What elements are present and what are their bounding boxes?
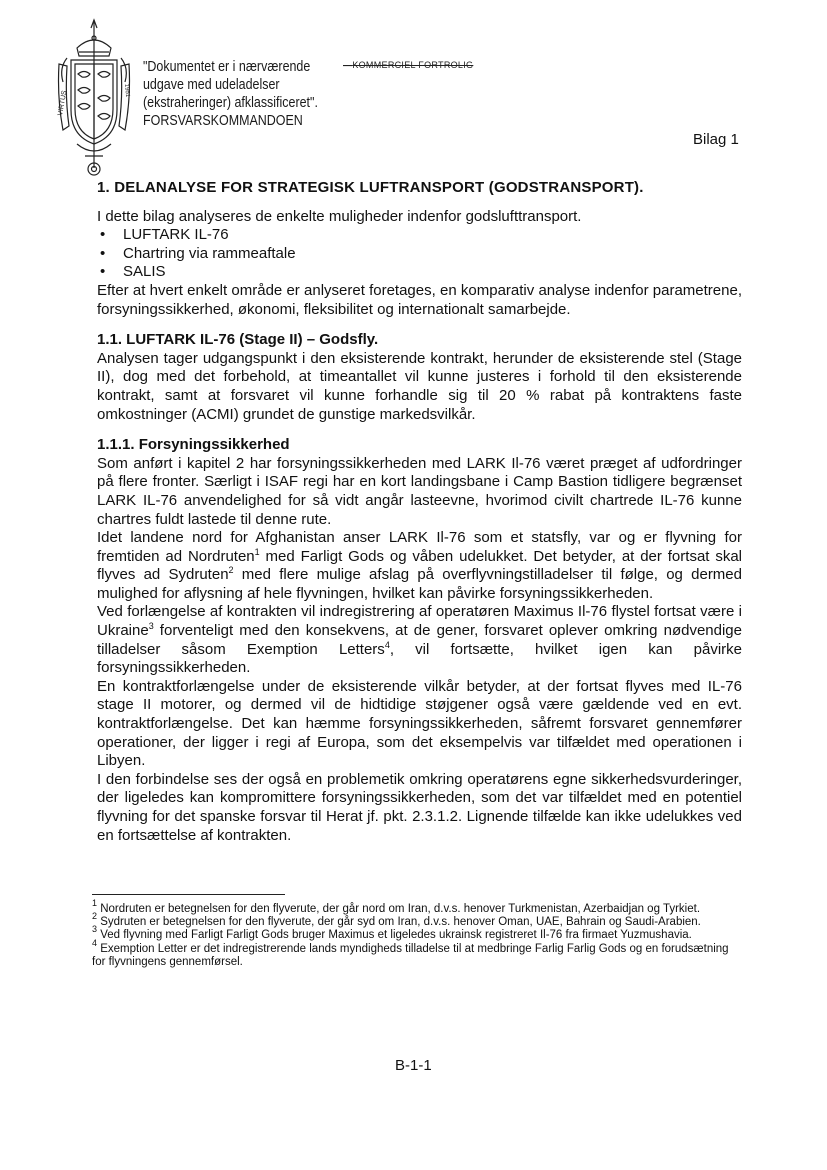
main-heading: 1. DELANALYSE FOR STRATEGISK LUFTRANSPORT (GODSTRANSPORT).	[97, 179, 644, 196]
seal-year: 1951	[123, 83, 131, 98]
footnote-divider	[92, 894, 285, 895]
paragraph: En kontraktforlængelse under de eksisterende vilkår betyder, at der fortsat flyves med IL-76 stage II motorer, og dermed vil de hidtidige støjgener også være gældende ved en evt. kontraktforlængelse. Det kan hæmme forsyningssikkerheden, såfremt forsvaret gennemfører operationer, der ligger i regi af Europa, som det eksempelvis var tilfældet med operationen i Libyen.	[97, 677, 742, 770]
list-item: • LUFTARK IL-76	[123, 226, 742, 245]
footnote: $^2$ Sydruten er betegnelsen for den flyverute, der går syd om Iran, d.v.s. henover Oman, UAE, Bahrain og Saudi-Arabien.	[92, 911, 701, 929]
paragraph: Idet landene nord for Afghanistan anser LARK Il-76 som et statsfly, var og er flyvning for fremtiden ad Nordruten$^1$ med Farligt Gods og våben udelukket. Det betyder, at der fortsat skal flyves ad Sydruten$^2$ med flere mulige afslag på overflyvningstilladelser til følge, og dermed mulighed for aflysning af hele flyvningen, hvilket kan påvirke forsyningssikkerheden.	[97, 529, 742, 602]
seal-motto: VIRTUS	[57, 89, 69, 117]
footnote: $^3$ Ved flyvning med Farligt Farligt Gods bruger Maximus et ligeledes ukrainsk registreret Il-76 fra firmaet Yuzmushavia.	[92, 924, 692, 942]
list-item: • Chartring via rammeaftale	[123, 245, 742, 264]
stamp-line: (ekstraheringer) afklassificeret".	[143, 95, 318, 111]
list-item: • SALIS	[123, 263, 742, 282]
stamp-line: udgave med udeladelser	[143, 77, 280, 93]
footnote: $^1$ Nordruten er betegnelsen for den flyverute, der går nord om Iran, d.v.s. henover Turkmenistan, Azerbaidjan og Tyrkiet.	[92, 898, 701, 915]
option-list	[97, 226, 742, 282]
page-number: B-1-1	[395, 1057, 432, 1074]
declassification-stamp	[143, 58, 318, 130]
footnote-ref[interactable]: 4	[384, 639, 390, 650]
royal-crest-seal-icon	[55, 18, 133, 178]
intro-text: I dette bilag analyseres de enkelte muligheder indenfor godslufttransport.	[97, 207, 582, 225]
paragraph: Ved forlængelse af kontrakten vil indregistrering af operatøren Maximus Il-76 flystel fortsat være i Ukraine$^3$ forventeligt med den konsekvens, at de gener, forsvaret oplever omkring nødvendige tilladelser såsom Exemption Letters$^4$, vil fortsætte, hvilket igen kan påvirke forsyningssikkerheden.	[97, 603, 742, 677]
footnotes	[92, 898, 742, 969]
struck-classification-label: — KOMMERCIEL FORTROLIG	[343, 60, 473, 70]
section-1-1-text: Analysen tager udgangspunkt i den eksisterende kontrakt, herunder de eksisterende stel (Stage II), dog med det forbehold, at timeantallet vil kunne justeres i forhold til den eksisterende kontrakt, samt at forsvaret vil kunne forhandle sig til 20 % rabat på kontraktens faste omkostninger (ACMI) grundet de gunstige markedsvilkår.	[97, 349, 742, 423]
section-heading-1-1-1: 1.1.1. Forsyningssikkerhed	[97, 436, 290, 454]
paragraph: I den forbindelse ses der også en problemetik omkring operatørens egne sikkerhedsvurderinger, der ligeledes kan kompromittere forsyningssikkerheden, som det var tilfældet med en potentiel flyvning for det spanske forsvar til Herat jf. pkt. 2.3.1.2. Lignende tilfælde kan ikke udelukkes ved en fortsættelse af kontrakten.	[97, 770, 742, 844]
stamp-line: FORSVARSKOMMANDOEN	[143, 113, 303, 129]
section-heading-1-1: 1.1. LUFTARK IL-76 (Stage II) – Godsfly.	[97, 331, 379, 349]
footnote-ref[interactable]: 3	[148, 621, 154, 632]
footnote-ref[interactable]: 1	[254, 546, 260, 557]
intro-after-text: Efter at hvert enkelt område er anlyseret foretages, en komparativ analyse indenfor parametrene, forsyningssikkerhed, økonomi, fleksibilitet og internationalt samarbejde.	[97, 281, 742, 318]
annex-label: Bilag 1	[693, 131, 739, 148]
footnote-ref[interactable]: 2	[228, 565, 234, 576]
stamp-line: "Dokumentet er i nærværende	[143, 59, 311, 75]
document-body	[97, 176, 742, 845]
paragraph: Som anført i kapitel 2 har forsyningssikkerheden med LARK Il-76 været præget af udfordringer på flere fronter. Særligt i ISAF regi har en kort landingsbane i Camp Bastion tidligere begrænset LARK IL-76 anvendelighed for så vidt angår lasteevne, hvorimod civilt chartrede IL-76 kunne chartres fuldt lastede til denne rute.	[97, 454, 742, 528]
footnote: $^4$ Exemption Letter er det indregistrerende lands myndigheds tilladelse til at medbringe Farlig Farlig Gods og en forudsætning for flyvningens gennemførsel.	[92, 937, 729, 968]
